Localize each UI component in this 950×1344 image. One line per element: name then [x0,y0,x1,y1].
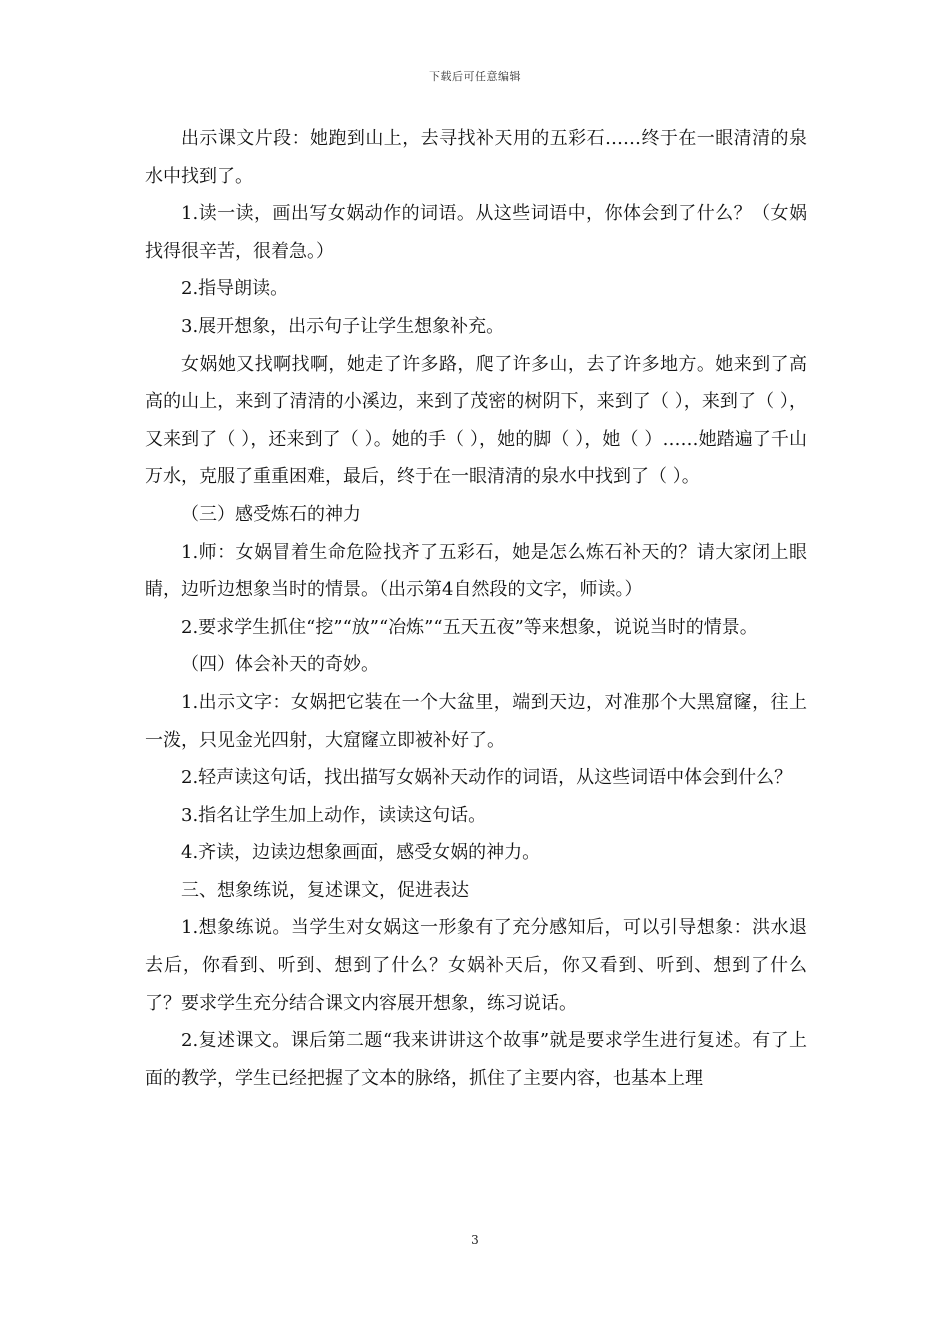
section-heading-refining-stone: （三）感受炼石的神力 [181,503,361,525]
paragraph-retell-text: 2.复述课文。课后第二题“我来讲讲这个故事”就是要求学生进行复述。有了上面的教学，学生已经把握了文本的脉络，抓住了主要内容，也基本上理 [145,1030,807,1089]
paragraph-show-text: 1.出示文字：女娲把它装在一个大盆里，端到天边，对准那个大黑窟窿，往上一泼，只见金光四射，大窟窿立即被补好了。 [145,691,807,751]
section-heading-retelling: 三、想象练说，复述课文，促进表达 [181,879,469,901]
paragraph-step-guide-reading: 2.指导朗读。 [181,278,289,300]
paragraph-teacher-prompt: 1.师：女娲冒着生命危险找齐了五彩石，她是怎么炼石补天的？请大家闭上眼睛，边听边想象当时的情景。（出示第4自然段的文字，师读。） [145,541,807,601]
page-number: 3 [471,1233,479,1247]
document-body [145,120,807,1097]
paragraph-imagine-speaking: 1.想象练说。当学生对女娲这一形象有了充分感知后，可以引导想象：洪水退去后，你看到、听到、想到了什么？女娲补天后，你又看到、听到、想到了什么了？要求学生充分结合课文内容展开想象，练习说话。 [145,917,807,1014]
paragraph-step-read: 1.读一读，画出写女娲动作的词语。从这些词语中，你体会到了什么？（女娲找得很辛苦，很着急。） [145,203,807,262]
paragraph-intro-excerpt: 出示课文片段：她跑到山上，去寻找补天用的五彩石……终于在一眼清清的泉水中找到了。 [145,128,807,187]
paragraph-fill-in-passage: 女娲她又找啊找啊，她走了许多路，爬了许多山，去了许多地方。她来到了高高的山上，来到了清清的小溪边，来到了茂密的树阴下，来到了（ ），来到了（ ），又来到了（ ），还来到了（ ）。她的手（ ），她的脚（ ），她（ ）……她踏遍了千山万水，克服了重重困难，最后，终于在一眼清清的泉水中找到了（ ）。 [145,353,807,488]
paragraph-step-imagine: 3.展开想象，出示句子让学生想象补充。 [181,315,505,337]
paragraph-key-words: 2.要求学生抓住“挖”“放”“冶炼”“五天五夜”等来想象，说说当时的情景。 [181,616,758,638]
section-heading-mending-sky: （四）体会补天的奇妙。 [181,654,379,676]
paragraph-read-together: 4.齐读，边读边想象画面，感受女娲的神力。 [181,842,541,864]
paragraph-quiet-reading: 2.轻声读这句话，找出描写女娲补天动作的词语，从这些词语中体会到什么？ [181,767,793,789]
page-header: 下载后可任意编辑 [429,70,521,83]
paragraph-read-with-actions: 3.指名让学生加上动作，读读这句话。 [181,804,487,826]
